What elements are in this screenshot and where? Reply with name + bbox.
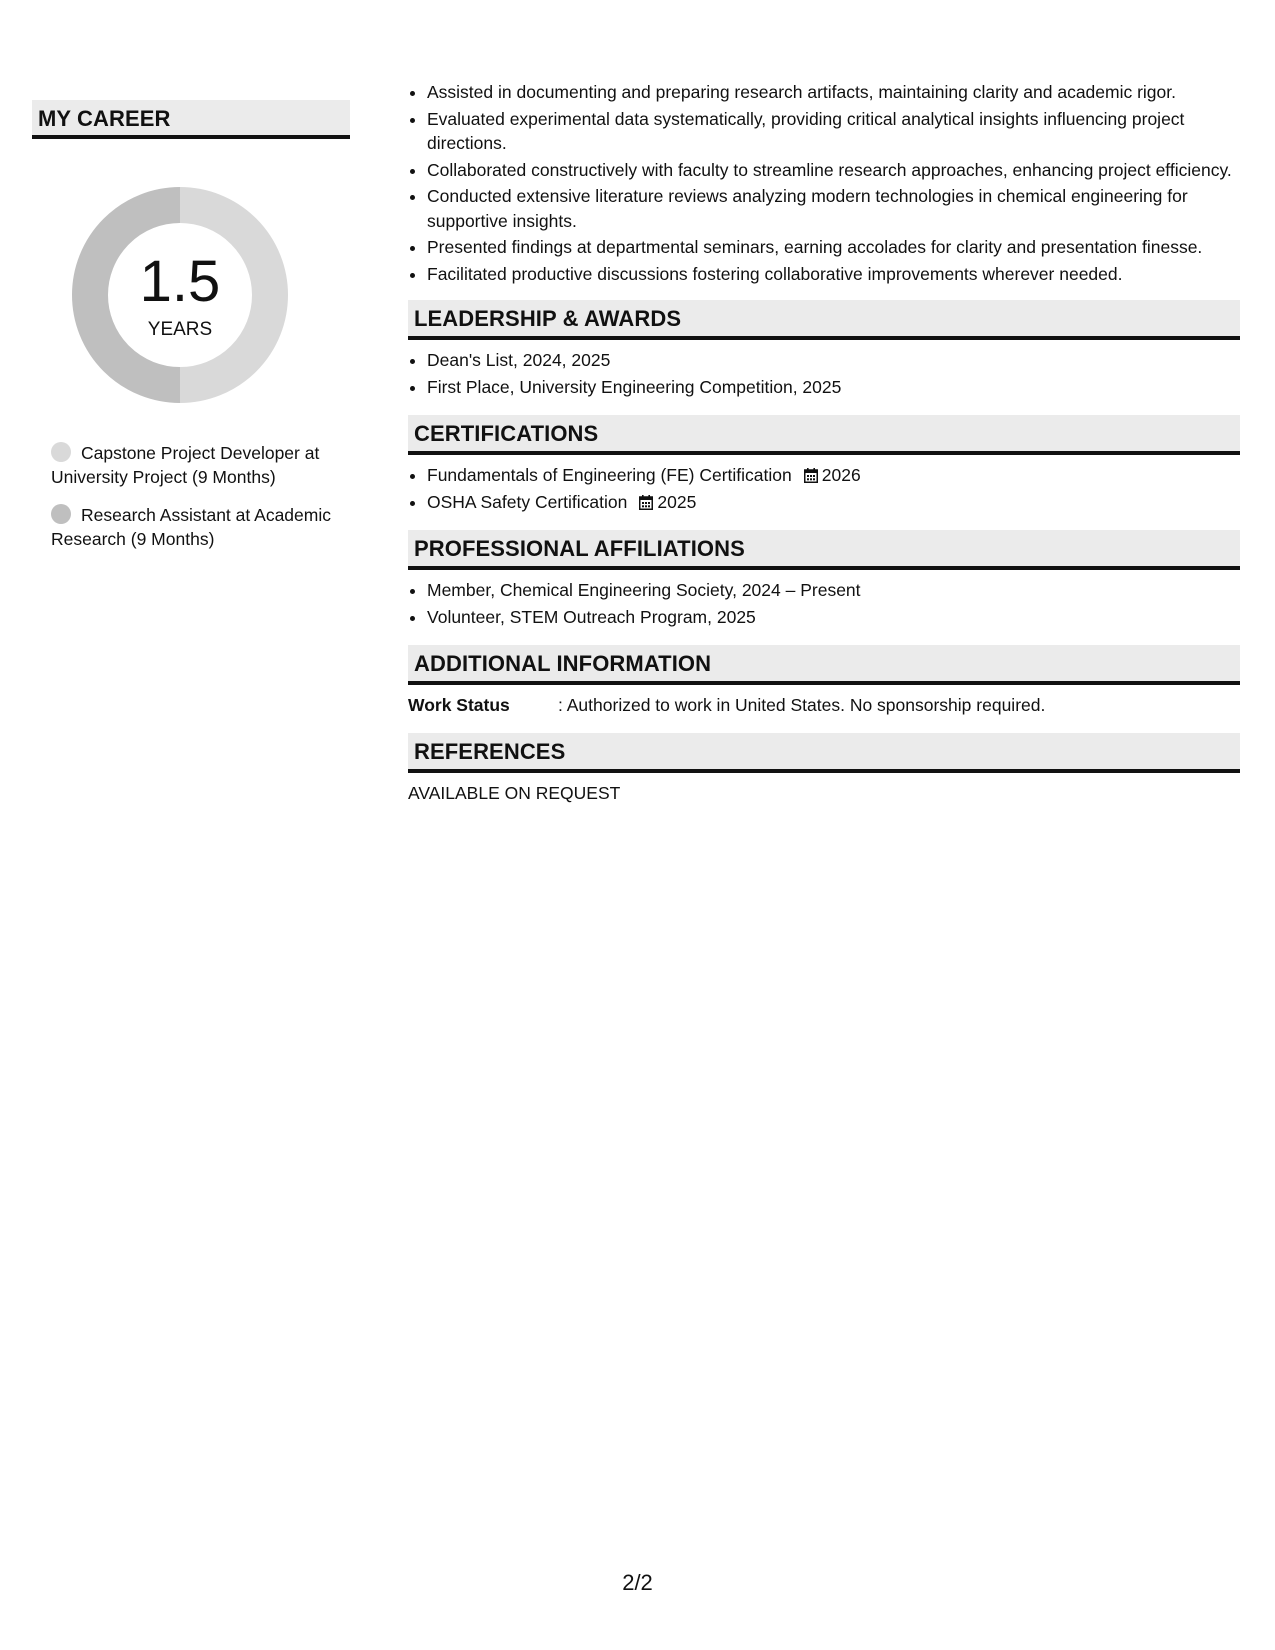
list-item: • Member, Chemical Engineering Society, 2024 – Present bbox=[427, 578, 1240, 603]
references-header: REFERENCES bbox=[408, 733, 1240, 773]
list-item: • Collaborated constructively with faculty to streamline research approaches, enhancing project efficiency. bbox=[427, 158, 1240, 183]
leadership-header: LEADERSHIP & AWARDS bbox=[408, 300, 1240, 340]
affiliations-header: PROFESSIONAL AFFILIATIONS bbox=[408, 530, 1240, 570]
career-donut-chart bbox=[66, 181, 294, 409]
leadership-list bbox=[408, 348, 1240, 399]
experience-bullet-list bbox=[408, 80, 1240, 286]
legend-item bbox=[51, 441, 341, 489]
work-status-label: Work Status bbox=[408, 695, 510, 715]
list-item: • Dean's List, 2024, 2025 bbox=[427, 348, 1240, 373]
references-text: AVAILABLE ON REQUEST bbox=[408, 783, 621, 803]
page-number: 2/2 bbox=[622, 1570, 653, 1595]
career-legend bbox=[32, 441, 350, 551]
career-header: MY CAREER bbox=[32, 100, 350, 139]
affiliations-list bbox=[408, 578, 1240, 629]
legend-dot-icon bbox=[51, 442, 71, 462]
career-sidebar bbox=[32, 100, 350, 565]
additional-info-header: ADDITIONAL INFORMATION bbox=[408, 645, 1240, 685]
list-item: • Facilitated productive discussions fostering collaborative improvements wherever needed. bbox=[427, 262, 1240, 287]
list-item bbox=[427, 463, 1240, 488]
certification-year: 2026 bbox=[821, 465, 861, 485]
certification-name: Fundamentals of Engineering (FE) Certification bbox=[427, 465, 792, 485]
list-item: • Conducted extensive literature reviews analyzing modern technologies in chemical engineering for supportive insights. bbox=[427, 184, 1240, 233]
work-status-value: : Authorized to work in United States. No sponsorship required. bbox=[558, 695, 1046, 715]
calendar-icon bbox=[804, 468, 818, 483]
legend-label: Capstone Project Developer at University Project (9 Months) bbox=[51, 443, 320, 487]
career-total-unit: YEARS bbox=[147, 319, 213, 340]
certification-name: OSHA Safety Certification bbox=[427, 491, 628, 512]
certification-year: 2025 bbox=[657, 491, 697, 512]
legend-label: Research Assistant at Academic Research (9 Months) bbox=[51, 505, 331, 549]
legend-dot-icon bbox=[51, 504, 71, 524]
certifications-header: CERTIFICATIONS bbox=[408, 415, 1240, 455]
career-total-value: 1.5 bbox=[139, 249, 221, 314]
list-item: • Evaluated experimental data systematically, providing critical analytical insights influencing project directions. bbox=[427, 107, 1240, 156]
work-status-row bbox=[408, 693, 1240, 717]
main-content bbox=[408, 80, 1240, 805]
list-item bbox=[427, 490, 1240, 515]
list-item: • Volunteer, STEM Outreach Program, 2025 bbox=[427, 605, 1240, 630]
calendar-icon bbox=[639, 495, 653, 510]
list-item: • Assisted in documenting and preparing research artifacts, maintaining clarity and academic rigor. bbox=[427, 80, 1240, 105]
legend-item bbox=[51, 503, 341, 551]
list-item: • Presented findings at departmental seminars, earning accolades for clarity and presentation finesse. bbox=[427, 235, 1240, 260]
certifications-list bbox=[408, 463, 1240, 514]
list-item: • First Place, University Engineering Competition, 2025 bbox=[427, 375, 1240, 400]
